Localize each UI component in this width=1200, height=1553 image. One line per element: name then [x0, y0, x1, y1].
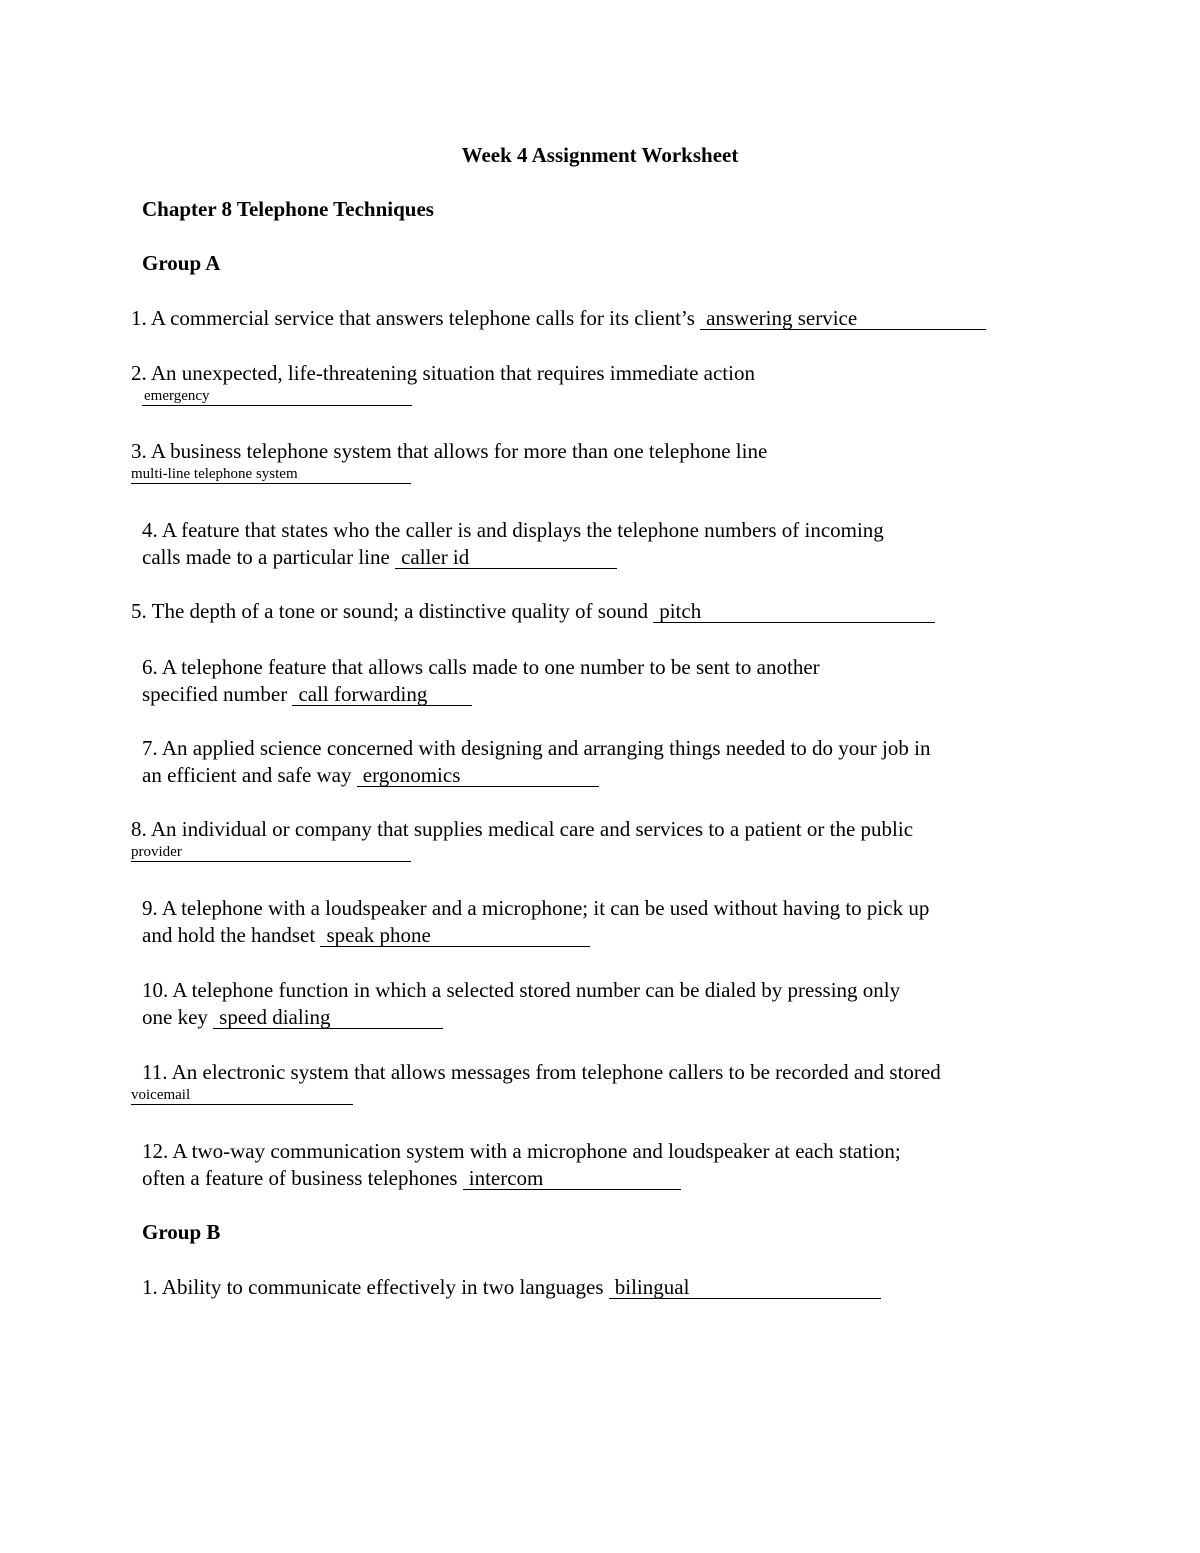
question-text: A telephone function in which a selected stored number can be dialed by pressing only — [172, 978, 901, 1002]
answer-field[interactable] — [213, 1006, 443, 1029]
answer-field[interactable] — [700, 307, 986, 330]
question-text-continued: specified number — [142, 682, 288, 706]
group-b-heading: Group B — [142, 1220, 221, 1244]
question-number: 12. — [142, 1139, 169, 1163]
answer-text: speed dialing — [219, 1005, 331, 1029]
answer-field[interactable] — [395, 546, 617, 569]
question-text: An individual or company that supplies medical care and services to a patient or the public — [150, 817, 914, 841]
question-text: An unexpected, life-threatening situation that requires immediate action — [150, 361, 755, 385]
answer-field[interactable] — [609, 1276, 881, 1299]
question-text-continued: often a feature of business telephones — [142, 1166, 458, 1190]
question-a6 — [142, 654, 820, 708]
question-text: The depth of a tone or sound; a distinctive quality of sound — [151, 599, 648, 623]
group-a-heading: Group A — [142, 251, 221, 275]
answer-field[interactable] — [131, 843, 411, 862]
answer-text: provider — [131, 844, 182, 860]
question-number: 8. — [131, 817, 147, 841]
question-number: 11. — [142, 1060, 168, 1084]
answer-field[interactable] — [320, 924, 590, 947]
question-a5 — [131, 598, 935, 625]
answer-text: ergonomics — [362, 763, 461, 787]
answer-text: intercom — [468, 1166, 544, 1190]
question-number: 6. — [142, 655, 158, 679]
question-number: 3. — [131, 439, 147, 463]
question-text-continued: one key — [142, 1005, 208, 1029]
answer-text: pitch — [659, 599, 702, 623]
question-a1 — [131, 305, 986, 332]
answer-text: call forwarding — [298, 682, 428, 706]
answer-text: caller id — [401, 545, 470, 569]
question-text-continued: an efficient and safe way — [142, 763, 352, 787]
question-a2 — [131, 360, 755, 406]
question-number: 5. — [131, 599, 147, 623]
question-text: A telephone with a loudspeaker and a microphone; it can be used without having to pick up — [161, 896, 930, 920]
question-text: A telephone feature that allows calls made to one number to be sent to another — [161, 655, 820, 679]
answer-text: multi-line telephone system — [131, 466, 298, 482]
question-text: An applied science concerned with designing and arranging things needed to do your job in — [161, 736, 931, 760]
question-a4 — [142, 517, 884, 571]
question-number: 7. — [142, 736, 158, 760]
question-a8 — [131, 816, 913, 862]
answer-field[interactable] — [463, 1167, 681, 1190]
question-text: A business telephone system that allows for more than one telephone line — [150, 439, 768, 463]
question-number: 4. — [142, 518, 158, 542]
answer-field[interactable] — [292, 683, 472, 706]
question-number: 1. — [131, 306, 147, 330]
question-a7 — [142, 735, 930, 789]
answer-field[interactable] — [653, 600, 935, 623]
question-text: A commercial service that answers telephone calls for its client’s — [150, 306, 695, 330]
question-number: 10. — [142, 978, 169, 1002]
answer-text: answering service — [706, 306, 858, 330]
answer-text: speak phone — [326, 923, 431, 947]
question-text-continued: calls made to a particular line — [142, 545, 390, 569]
question-a3 — [131, 438, 767, 484]
answer-field[interactable] — [357, 764, 599, 787]
question-number: 9. — [142, 896, 158, 920]
question-number: 2. — [131, 361, 147, 385]
page-title: Week 4 Assignment Worksheet — [461, 143, 739, 167]
question-text-continued: and hold the handset — [142, 923, 316, 947]
question-b1 — [142, 1274, 881, 1301]
question-text: Ability to communicate effectively in two languages — [161, 1275, 604, 1299]
question-a9 — [142, 895, 929, 949]
question-text: A feature that states who the caller is and displays the telephone numbers of incoming — [161, 518, 884, 542]
question-number: 1. — [142, 1275, 158, 1299]
question-a11 — [131, 1059, 941, 1105]
answer-text: voicemail — [131, 1087, 191, 1103]
question-text: An electronic system that allows messages from telephone callers to be recorded and stored — [171, 1060, 941, 1084]
answer-field[interactable] — [142, 387, 412, 406]
question-a12 — [142, 1138, 901, 1192]
question-a10 — [142, 977, 900, 1031]
answer-field[interactable] — [131, 1086, 353, 1105]
question-text: A two-way communication system with a microphone and loudspeaker at each station; — [172, 1139, 901, 1163]
answer-field[interactable] — [131, 465, 411, 484]
chapter-heading: Chapter 8 Telephone Techniques — [142, 197, 434, 221]
answer-text: bilingual — [614, 1275, 690, 1299]
answer-text: emergency — [144, 388, 210, 404]
